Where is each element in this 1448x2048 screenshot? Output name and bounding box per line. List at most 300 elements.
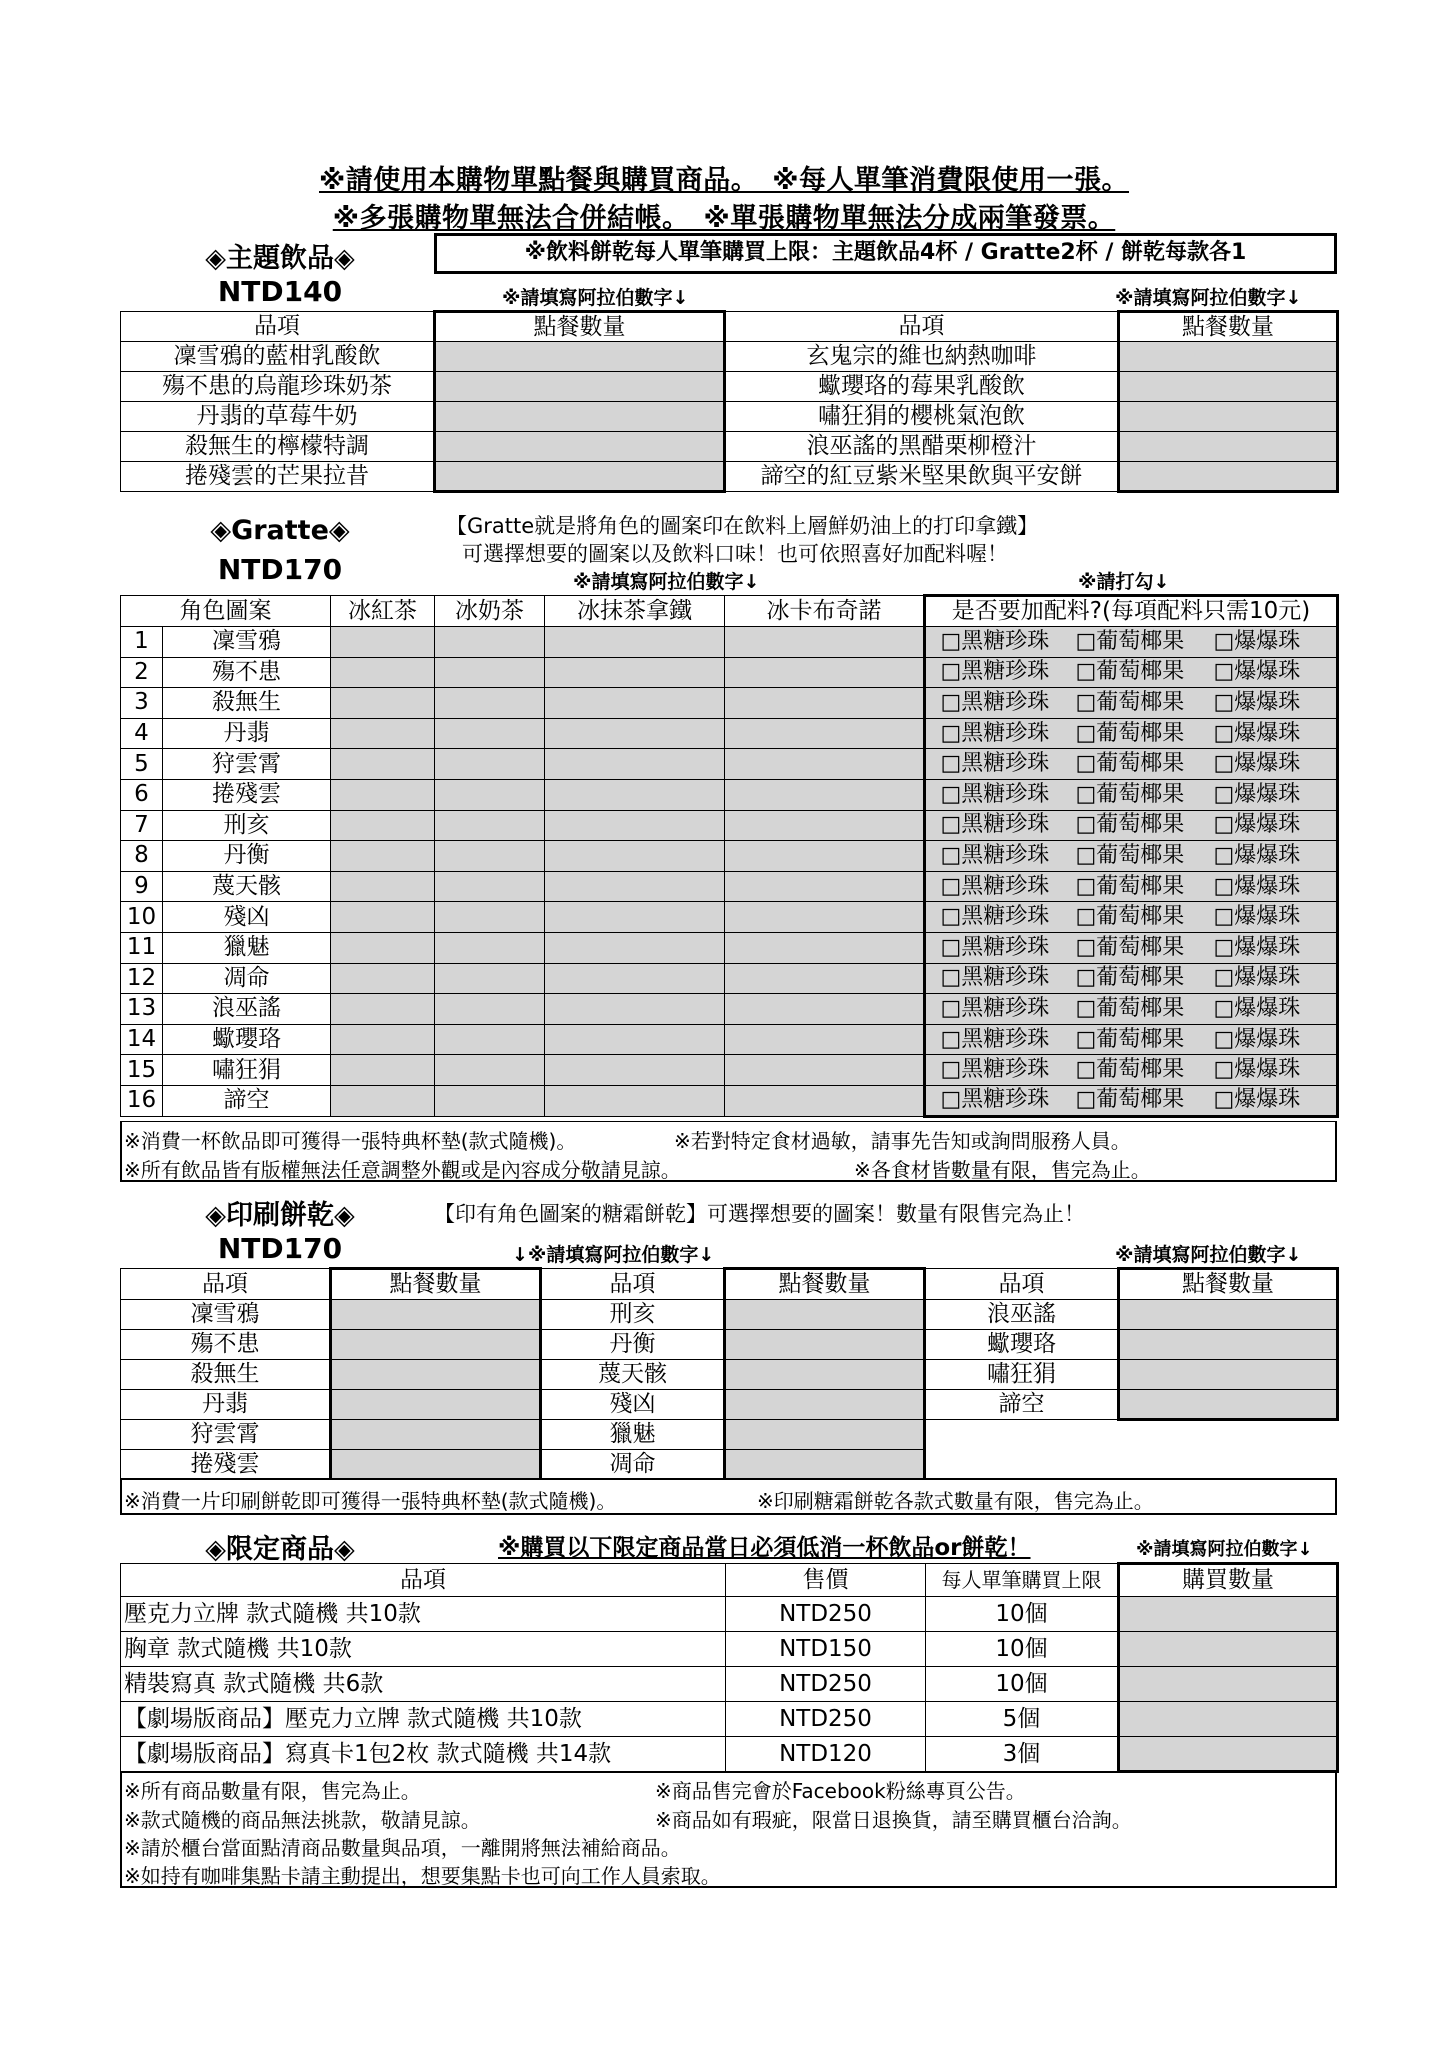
limited-title: ◈限定商品◈ [205, 1534, 355, 1565]
qty-input[interactable] [331, 1450, 541, 1480]
cookies-title: ◈印刷餅乾◈ [205, 1200, 355, 1231]
topping-grape-jelly-checkbox[interactable]: □葡萄椰果 [1075, 1026, 1185, 1052]
topping-grape-jelly-checkbox[interactable]: □葡萄椰果 [1075, 1087, 1185, 1113]
empty-cell [925, 1450, 1338, 1480]
topping-grape-jelly-checkbox[interactable]: □葡萄椰果 [1075, 934, 1185, 960]
gratte-hint-check: ※請打勾↓ [1078, 571, 1170, 593]
gratte-title: ◈Gratte◈ [210, 515, 350, 546]
qty-input[interactable] [1119, 1667, 1338, 1702]
toppings-cell [925, 810, 1338, 841]
gratte-price: NTD170 [217, 553, 343, 586]
col-header-iced-black-tea: 冰紅茶 [331, 596, 435, 627]
topping-popping-boba-checkbox[interactable]: □爆爆珠 [1213, 751, 1301, 777]
cookie-item: 凜雪鴉 [121, 1300, 331, 1330]
qty-input[interactable] [1119, 1597, 1338, 1632]
gratte-row [121, 871, 1338, 902]
qty-input[interactable] [331, 841, 435, 872]
cookies-hint-right: ※請填寫阿拉伯數字↓ [1115, 1244, 1302, 1266]
gratte-row [121, 902, 1338, 933]
qty-input[interactable] [545, 657, 725, 688]
col-header-iced-matcha-latte: 冰抹茶拿鐵 [545, 596, 725, 627]
topping-grape-jelly-checkbox[interactable]: □葡萄椰果 [1075, 965, 1185, 991]
drinks-table [120, 310, 1339, 493]
gratte-row [121, 718, 1338, 749]
topping-grape-jelly-checkbox[interactable]: □葡萄椰果 [1075, 904, 1185, 930]
qty-input[interactable] [331, 1055, 435, 1086]
qty-input[interactable] [725, 1450, 925, 1480]
qty-input[interactable] [435, 657, 545, 688]
topping-brown-sugar-pearl-checkbox[interactable]: □黑糖珍珠 [940, 628, 1050, 654]
product-price: NTD250 [726, 1597, 926, 1632]
row-number: 7 [121, 810, 163, 841]
toppings-cell [925, 902, 1338, 933]
header-line-2: ※多張購物單無法合併結帳。 ※單張購物單無法分成兩筆發票。 [332, 203, 1116, 234]
col-header-qty: 點餐數量 [725, 1269, 925, 1300]
topping-brown-sugar-pearl-checkbox[interactable]: □黑糖珍珠 [940, 1026, 1050, 1052]
drink-item: 凜雪鴉的藍柑乳酸飲 [121, 342, 435, 372]
qty-input[interactable] [545, 688, 725, 719]
drinks-price: NTD140 [217, 275, 343, 308]
cookie-item: 丹翡 [121, 1390, 331, 1420]
gratte-desc-2: 可選擇想要的圖案以及飲料口味！也可依照喜好加配料喔！ [462, 542, 1008, 566]
qty-input[interactable] [435, 402, 725, 432]
qty-input[interactable] [331, 1390, 541, 1420]
qty-input[interactable] [331, 871, 435, 902]
col-header-toppings: 是否要加配料?(每項配料只需10元) [925, 596, 1338, 627]
qty-input[interactable] [331, 994, 435, 1025]
qty-input[interactable] [725, 1360, 925, 1390]
character-name: 殤不患 [163, 657, 331, 688]
cookie-item: 蠍瓔珞 [925, 1330, 1119, 1360]
character-name: 凋命 [163, 963, 331, 994]
col-header-qty: 點餐數量 [1119, 1269, 1338, 1300]
topping-popping-boba-checkbox[interactable]: □爆爆珠 [1213, 904, 1301, 930]
topping-grape-jelly-checkbox[interactable]: □葡萄椰果 [1075, 1057, 1185, 1083]
qty-input[interactable] [435, 688, 545, 719]
qty-input[interactable] [1119, 1632, 1338, 1667]
topping-brown-sugar-pearl-checkbox[interactable]: □黑糖珍珠 [940, 965, 1050, 991]
qty-input[interactable] [1119, 462, 1338, 492]
topping-brown-sugar-pearl-checkbox[interactable]: □黑糖珍珠 [940, 1087, 1050, 1113]
topping-grape-jelly-checkbox[interactable]: □葡萄椰果 [1075, 689, 1185, 715]
row-number: 8 [121, 841, 163, 872]
qty-input[interactable] [725, 1024, 925, 1055]
topping-brown-sugar-pearl-checkbox[interactable]: □黑糖珍珠 [940, 904, 1050, 930]
product-limit: 3個 [926, 1737, 1119, 1772]
toppings-cell [925, 994, 1338, 1025]
qty-input[interactable] [435, 779, 545, 810]
qty-input[interactable] [331, 688, 435, 719]
row-number: 10 [121, 902, 163, 933]
gratte-row [121, 688, 1338, 719]
qty-input[interactable] [435, 627, 545, 658]
product-name: 【劇場版商品】寫真卡1包2枚 款式隨機 共14款 [121, 1737, 726, 1772]
product-name: 【劇場版商品】壓克力立牌 款式隨機 共10款 [121, 1702, 726, 1737]
cookie-item: 殺無生 [121, 1360, 331, 1390]
qty-input[interactable] [435, 871, 545, 902]
gratte-row [121, 779, 1338, 810]
note: ※款式隨機的商品無法挑款，敬請見諒。 [124, 1808, 481, 1832]
topping-popping-boba-checkbox[interactable]: □爆爆珠 [1213, 689, 1301, 715]
topping-grape-jelly-checkbox[interactable]: □葡萄椰果 [1075, 659, 1185, 685]
toppings-cell [925, 1024, 1338, 1055]
qty-input[interactable] [545, 718, 725, 749]
qty-input[interactable] [435, 810, 545, 841]
qty-input[interactable] [435, 1055, 545, 1086]
cookie-item: 狩雲霄 [121, 1420, 331, 1450]
topping-grape-jelly-checkbox[interactable]: □葡萄椰果 [1075, 781, 1185, 807]
topping-grape-jelly-checkbox[interactable]: □葡萄椰果 [1075, 995, 1185, 1021]
drink-item: 捲殘雲的芒果拉昔 [121, 462, 435, 492]
character-name: 獵魅 [163, 932, 331, 963]
qty-input[interactable] [725, 749, 925, 780]
qty-input[interactable] [331, 1330, 541, 1360]
note: ※如持有咖啡集點卡請主動提出，想要集點卡也可向工作人員索取。 [124, 1864, 721, 1888]
topping-brown-sugar-pearl-checkbox[interactable]: □黑糖珍珠 [940, 995, 1050, 1021]
gratte-hint-number: ※請填寫阿拉伯數字↓ [573, 571, 760, 593]
topping-popping-boba-checkbox[interactable]: □爆爆珠 [1213, 1057, 1301, 1083]
product-limit: 5個 [926, 1702, 1119, 1737]
cookies-notes [120, 1478, 1337, 1515]
cookie-item: 捲殘雲 [121, 1450, 331, 1480]
col-header-qty: 點餐數量 [331, 1269, 541, 1300]
note: ※所有商品數量有限，售完為止。 [124, 1779, 421, 1803]
qty-input[interactable] [435, 932, 545, 963]
cookie-item: 凋命 [541, 1450, 725, 1480]
gratte-desc-1: 【Gratte就是將角色的圖案印在飲料上層鮮奶油上的打印拿鐵】 [446, 514, 1039, 538]
col-header-qty: 點餐數量 [1119, 312, 1338, 342]
cookie-item: 殤不患 [121, 1330, 331, 1360]
qty-input[interactable] [1119, 342, 1338, 372]
toppings-cell [925, 841, 1338, 872]
qty-input[interactable] [331, 1300, 541, 1330]
toppings-cell [925, 1055, 1338, 1086]
topping-grape-jelly-checkbox[interactable]: □葡萄椰果 [1075, 812, 1185, 838]
row-number: 14 [121, 1024, 163, 1055]
topping-popping-boba-checkbox[interactable]: □爆爆珠 [1213, 781, 1301, 807]
product-name: 胸章 款式隨機 共10款 [121, 1632, 726, 1667]
row-number: 4 [121, 718, 163, 749]
cookies-desc: 【印有角色圖案的糖霜餅乾】可選擇想要的圖案！數量有限售完為止！ [434, 1202, 1085, 1226]
qty-input[interactable] [331, 718, 435, 749]
drink-item: 浪巫謠的黑醋栗柳橙汁 [725, 432, 1119, 462]
qty-input[interactable] [1119, 1702, 1338, 1737]
qty-input[interactable] [1119, 1300, 1338, 1330]
product-price: NTD250 [726, 1702, 926, 1737]
limited-hint: ※請填寫阿拉伯數字↓ [1136, 1539, 1313, 1560]
note: ※商品售完會於Facebook粉絲專頁公告。 [655, 1779, 1026, 1803]
qty-input[interactable] [331, 963, 435, 994]
row-number: 6 [121, 779, 163, 810]
qty-input[interactable] [331, 1024, 435, 1055]
character-name: 殺無生 [163, 688, 331, 719]
topping-popping-boba-checkbox[interactable]: □爆爆珠 [1213, 628, 1301, 654]
col-header-limit: 每人單筆購買上限 [926, 1564, 1119, 1597]
qty-input[interactable] [435, 1085, 545, 1116]
toppings-cell [925, 688, 1338, 719]
topping-brown-sugar-pearl-checkbox[interactable]: □黑糖珍珠 [940, 842, 1050, 868]
character-name: 蠍瓔珞 [163, 1024, 331, 1055]
qty-input[interactable] [1119, 1360, 1338, 1390]
cookie-item: 獵魅 [541, 1420, 725, 1450]
col-header-item: 品項 [925, 1269, 1119, 1300]
character-name: 諦空 [163, 1085, 331, 1116]
qty-input[interactable] [435, 749, 545, 780]
qty-input[interactable] [1119, 372, 1338, 402]
product-name: 精裝寫真 款式隨機 共6款 [121, 1667, 726, 1702]
drinks-hint-left: ※請填寫阿拉伯數字↓ [502, 287, 689, 309]
qty-input[interactable] [1119, 1390, 1338, 1420]
topping-brown-sugar-pearl-checkbox[interactable]: □黑糖珍珠 [940, 1057, 1050, 1083]
drinks-title: ◈主題飲品◈ [205, 243, 355, 274]
gratte-row [121, 932, 1338, 963]
gratte-row [121, 1055, 1338, 1086]
qty-input[interactable] [545, 841, 725, 872]
cookie-item: 殘凶 [541, 1390, 725, 1420]
character-name: 蔑天骸 [163, 871, 331, 902]
cookie-item: 嘯狂狷 [925, 1360, 1119, 1390]
character-name: 丹衡 [163, 841, 331, 872]
qty-input[interactable] [725, 932, 925, 963]
qty-input[interactable] [545, 1055, 725, 1086]
qty-input[interactable] [331, 657, 435, 688]
qty-input[interactable] [545, 627, 725, 658]
note: ※請於櫃台當面點清商品數量與品項，一離開將無法補給商品。 [124, 1836, 681, 1860]
topping-brown-sugar-pearl-checkbox[interactable]: □黑糖珍珠 [940, 812, 1050, 838]
topping-popping-boba-checkbox[interactable]: □爆爆珠 [1213, 965, 1301, 991]
qty-input[interactable] [545, 932, 725, 963]
row-number: 11 [121, 932, 163, 963]
drink-item: 丹翡的草莓牛奶 [121, 402, 435, 432]
character-name: 凜雪鴉 [163, 627, 331, 658]
qty-input[interactable] [725, 1420, 925, 1450]
col-header-price: 售價 [726, 1564, 926, 1597]
header-line-1: ※請使用本購物單點餐與購買商品。 ※每人單筆消費限使用一張。 [319, 165, 1129, 196]
qty-input[interactable] [725, 779, 925, 810]
topping-popping-boba-checkbox[interactable]: □爆爆珠 [1213, 995, 1301, 1021]
qty-input[interactable] [725, 688, 925, 719]
toppings-cell [925, 718, 1338, 749]
topping-grape-jelly-checkbox[interactable]: □葡萄椰果 [1075, 873, 1185, 899]
qty-input[interactable] [1119, 1737, 1338, 1772]
topping-grape-jelly-checkbox[interactable]: □葡萄椰果 [1075, 628, 1185, 654]
toppings-cell [925, 779, 1338, 810]
cookies-hint-left: ↓※請填寫阿拉伯數字↓ [512, 1244, 715, 1266]
qty-input[interactable] [725, 871, 925, 902]
qty-input[interactable] [435, 841, 545, 872]
qty-input[interactable] [435, 432, 725, 462]
drink-item: 諦空的紅豆紫米堅果飲與平安餅 [725, 462, 1119, 492]
qty-input[interactable] [435, 718, 545, 749]
qty-input[interactable] [545, 1024, 725, 1055]
cookie-item: 刑亥 [541, 1300, 725, 1330]
qty-input[interactable] [725, 627, 925, 658]
topping-brown-sugar-pearl-checkbox[interactable]: □黑糖珍珠 [940, 720, 1050, 746]
character-name: 狩雲霄 [163, 749, 331, 780]
gratte-row [121, 1085, 1338, 1116]
character-name: 丹翡 [163, 718, 331, 749]
character-name: 嘯狂狷 [163, 1055, 331, 1086]
qty-input[interactable] [725, 1390, 925, 1420]
qty-input[interactable] [725, 1300, 925, 1330]
note: ※所有飲品皆有版權無法任意調整外觀或是內容成分敬請見諒。 [124, 1158, 681, 1182]
qty-input[interactable] [725, 902, 925, 933]
qty-input[interactable] [545, 779, 725, 810]
topping-popping-boba-checkbox[interactable]: □爆爆珠 [1213, 659, 1301, 685]
topping-popping-boba-checkbox[interactable]: □爆爆珠 [1213, 873, 1301, 899]
product-price: NTD150 [726, 1632, 926, 1667]
character-name: 刑亥 [163, 810, 331, 841]
toppings-cell [925, 749, 1338, 780]
purchase-limit-box: ※飲料餅乾每人單筆購買上限：主題飲品4杯 / Gratte2杯 / 餅乾每款各1 [434, 233, 1337, 274]
qty-input[interactable] [725, 841, 925, 872]
qty-input[interactable] [725, 1055, 925, 1086]
qty-input[interactable] [331, 932, 435, 963]
topping-popping-boba-checkbox[interactable]: □爆爆珠 [1213, 842, 1301, 868]
topping-brown-sugar-pearl-checkbox[interactable]: □黑糖珍珠 [940, 873, 1050, 899]
topping-brown-sugar-pearl-checkbox[interactable]: □黑糖珍珠 [940, 934, 1050, 960]
drink-item: 玄鬼宗的維也納熱咖啡 [725, 342, 1119, 372]
qty-input[interactable] [331, 749, 435, 780]
product-limit: 10個 [926, 1632, 1119, 1667]
row-number: 15 [121, 1055, 163, 1086]
qty-input[interactable] [545, 963, 725, 994]
topping-brown-sugar-pearl-checkbox[interactable]: □黑糖珍珠 [940, 781, 1050, 807]
gratte-row [121, 749, 1338, 780]
qty-input[interactable] [545, 902, 725, 933]
product-limit: 10個 [926, 1667, 1119, 1702]
qty-input[interactable] [545, 994, 725, 1025]
qty-input[interactable] [1119, 402, 1338, 432]
row-number: 5 [121, 749, 163, 780]
topping-popping-boba-checkbox[interactable]: □爆爆珠 [1213, 1026, 1301, 1052]
col-header-character: 角色圖案 [121, 596, 331, 627]
col-header-iced-milk-tea: 冰奶茶 [435, 596, 545, 627]
qty-input[interactable] [435, 342, 725, 372]
qty-input[interactable] [725, 1085, 925, 1116]
qty-input[interactable] [725, 810, 925, 841]
qty-input[interactable] [435, 1024, 545, 1055]
gratte-row [121, 627, 1338, 658]
gratte-row [121, 657, 1338, 688]
row-number: 3 [121, 688, 163, 719]
note: ※印刷糖霜餅乾各款式數量有限，售完為止。 [757, 1489, 1154, 1513]
topping-grape-jelly-checkbox[interactable]: □葡萄椰果 [1075, 751, 1185, 777]
cookie-item: 諦空 [925, 1390, 1119, 1420]
qty-input[interactable] [1119, 1330, 1338, 1360]
col-header-quantity: 購買數量 [1119, 1564, 1338, 1597]
product-price: NTD250 [726, 1667, 926, 1702]
gratte-notes [120, 1121, 1337, 1182]
row-number: 2 [121, 657, 163, 688]
row-number: 9 [121, 871, 163, 902]
gratte-table [120, 594, 1339, 1118]
qty-input[interactable] [545, 871, 725, 902]
gratte-row [121, 994, 1338, 1025]
limited-condition: ※購買以下限定商品當日必須低消一杯飲品or餅乾！ [498, 1535, 1031, 1561]
qty-input[interactable] [545, 749, 725, 780]
qty-input[interactable] [331, 627, 435, 658]
note: ※若對特定食材過敏，請事先告知或詢問服務人員。 [674, 1129, 1131, 1153]
qty-input[interactable] [725, 963, 925, 994]
note: ※各食材皆數量有限，售完為止。 [854, 1158, 1151, 1182]
topping-grape-jelly-checkbox[interactable]: □葡萄椰果 [1075, 720, 1185, 746]
cookie-item: 浪巫謠 [925, 1300, 1119, 1330]
drink-item: 嘯狂狷的櫻桃氣泡飲 [725, 402, 1119, 432]
cookies-table [120, 1267, 1339, 1480]
qty-input[interactable] [435, 902, 545, 933]
row-number: 1 [121, 627, 163, 658]
qty-input[interactable] [331, 1085, 435, 1116]
topping-brown-sugar-pearl-checkbox[interactable]: □黑糖珍珠 [940, 659, 1050, 685]
note: ※消費一片印刷餅乾即可獲得一張特典杯墊(款式隨機)。 [124, 1489, 617, 1513]
note: ※商品如有瑕疵，限當日退換貨，請至購買櫃台洽詢。 [655, 1808, 1132, 1832]
gratte-row [121, 1024, 1338, 1055]
qty-input[interactable] [1119, 432, 1338, 462]
col-header-item: 品項 [121, 1269, 331, 1300]
toppings-cell [925, 1085, 1338, 1116]
gratte-row [121, 841, 1338, 872]
qty-input[interactable] [331, 1360, 541, 1390]
qty-input[interactable] [331, 810, 435, 841]
qty-input[interactable] [725, 657, 925, 688]
toppings-cell [925, 871, 1338, 902]
topping-popping-boba-checkbox[interactable]: □爆爆珠 [1213, 720, 1301, 746]
row-number: 12 [121, 963, 163, 994]
drinks-hint-right: ※請填寫阿拉伯數字↓ [1115, 287, 1302, 309]
qty-input[interactable] [435, 963, 545, 994]
topping-brown-sugar-pearl-checkbox[interactable]: □黑糖珍珠 [940, 751, 1050, 777]
qty-input[interactable] [435, 994, 545, 1025]
topping-popping-boba-checkbox[interactable]: □爆爆珠 [1213, 812, 1301, 838]
qty-input[interactable] [725, 1330, 925, 1360]
topping-popping-boba-checkbox[interactable]: □爆爆珠 [1213, 1087, 1301, 1113]
topping-brown-sugar-pearl-checkbox[interactable]: □黑糖珍珠 [940, 689, 1050, 715]
col-header-iced-cappuccino: 冰卡布奇諾 [725, 596, 925, 627]
cookie-item: 蔑天骸 [541, 1360, 725, 1390]
qty-input[interactable] [331, 779, 435, 810]
empty-cell [925, 1420, 1338, 1450]
col-header-item: 品項 [725, 312, 1119, 342]
gratte-row [121, 810, 1338, 841]
topping-grape-jelly-checkbox[interactable]: □葡萄椰果 [1075, 842, 1185, 868]
character-name: 浪巫謠 [163, 994, 331, 1025]
qty-input[interactable] [331, 1420, 541, 1450]
product-name: 壓克力立牌 款式隨機 共10款 [121, 1597, 726, 1632]
character-name: 捲殘雲 [163, 779, 331, 810]
toppings-cell [925, 627, 1338, 658]
qty-input[interactable] [725, 994, 925, 1025]
cookies-price: NTD170 [217, 1232, 343, 1265]
qty-input[interactable] [725, 718, 925, 749]
limited-notes [120, 1772, 1337, 1888]
topping-popping-boba-checkbox[interactable]: □爆爆珠 [1213, 934, 1301, 960]
qty-input[interactable] [545, 810, 725, 841]
col-header-item: 品項 [121, 1564, 726, 1597]
drink-item: 蠍瓔珞的莓果乳酸飲 [725, 372, 1119, 402]
cookie-item: 丹衡 [541, 1330, 725, 1360]
note: ※消費一杯飲品即可獲得一張特典杯墊(款式隨機)。 [124, 1129, 577, 1153]
col-header-qty: 點餐數量 [435, 312, 725, 342]
col-header-item: 品項 [541, 1269, 725, 1300]
limited-table [120, 1562, 1339, 1773]
qty-input[interactable] [331, 902, 435, 933]
qty-input[interactable] [545, 1085, 725, 1116]
qty-input[interactable] [435, 372, 725, 402]
character-name: 殘凶 [163, 902, 331, 933]
gratte-row [121, 963, 1338, 994]
qty-input[interactable] [435, 462, 725, 492]
